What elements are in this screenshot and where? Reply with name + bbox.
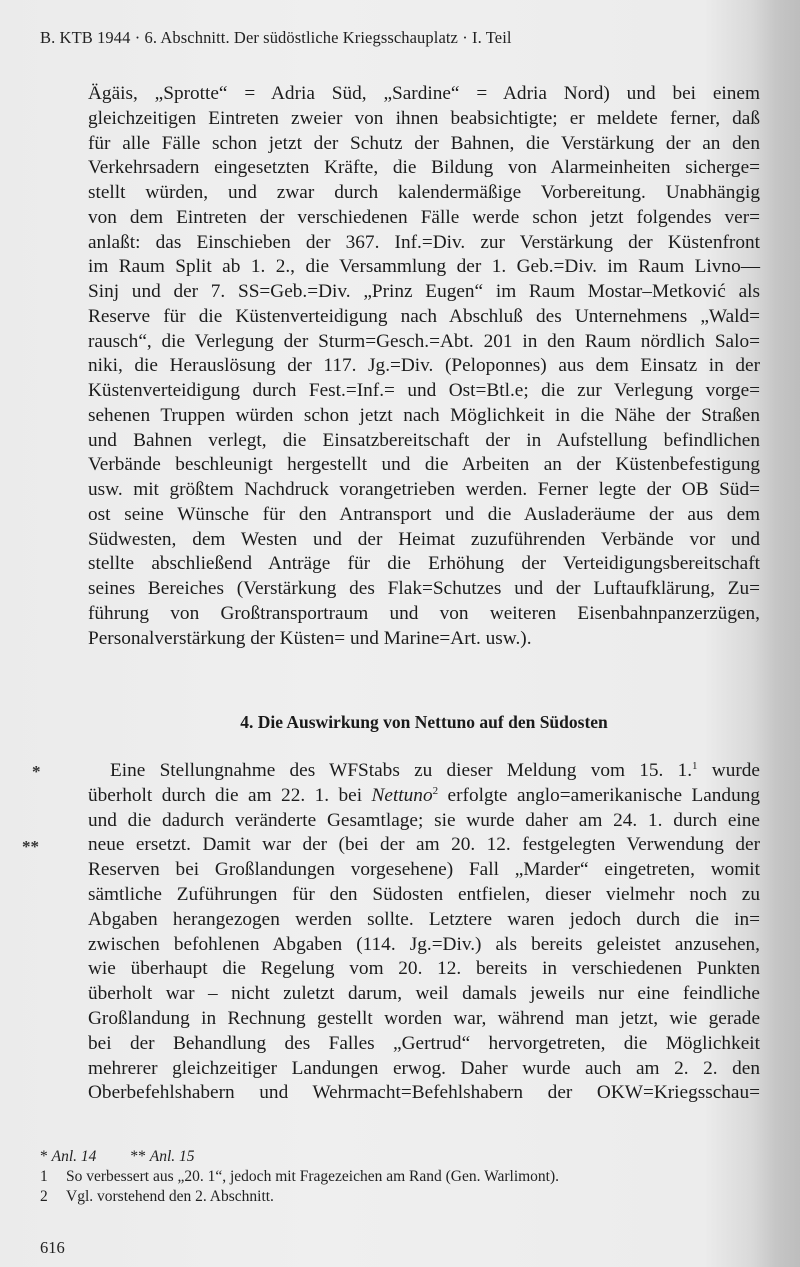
paragraph-line: neue ersetzt. Damit war der (bei der am 20. 12. festgelegten Verwendung der bbox=[88, 834, 760, 856]
paragraph-line: im Raum Split ab 1. 2., die Versammlung der 1. Geb.=Div. im Raum Livno— bbox=[88, 256, 760, 278]
paragraph-line: sehenen Truppen würden schon jetzt nach Möglichkeit in die Nähe der Straßen bbox=[88, 404, 760, 426]
paragraph-line: von dem Eintreten der verschiedenen Fälle werde schon jetzt folgendes ver= bbox=[88, 206, 760, 228]
paragraph-line bbox=[88, 759, 760, 784]
paragraph-line: Abgaben herangezogen werden sollte. Letztere waren jedoch durch die in= bbox=[88, 908, 760, 930]
paragraph-line: stellte abschließend Anträge für die Erhöhung der Verteidigungsbereitschaft bbox=[88, 553, 760, 575]
paragraph-continued bbox=[88, 82, 760, 651]
paragraph-line: Sinj und der 7. SS=Geb.=Div. „Prinz Eugen“ im Raum Mostar–Metković als bbox=[88, 281, 760, 302]
paragraph-line: für alle Fälle schon jetzt der Schutz der Bahnen, die Verstärkung der an den bbox=[88, 132, 760, 154]
annex-mark: ** bbox=[130, 1148, 146, 1165]
paragraph-line: Reserven bei Großlandungen vorgesehene) Fall „Marder“ eingetreten, womit bbox=[88, 859, 760, 881]
section-heading: 4. Die Auswirkung von Nettuno auf den Südosten bbox=[240, 712, 608, 732]
text-run: erfolgte anglo=amerikanische Landung bbox=[438, 784, 760, 806]
paragraph-line: usw. mit größtem Nachdruck vorangetrieben werden. Ferner legte der OB Süd= bbox=[88, 479, 760, 500]
paragraph-line: Küstenverteidigung durch Fest.=Inf.= und Ost=Btl.e; die zur Verlegung vorge= bbox=[88, 380, 760, 401]
paragraph-line: rausch“, die Verlegung der Sturm=Gesch.=Abt. 201 in den Raum nördlich Salo= bbox=[88, 330, 760, 352]
annex-ref-14[interactable]: Anl. 14 bbox=[51, 1148, 97, 1165]
paragraph-line: anlaßt: das Einschieben der 367. Inf.=Div. zur Verstärkung der Küstenfront bbox=[88, 231, 760, 253]
paragraph-line: Ägäis, „Sprotte“ = Adria Süd, „Sardine“ = Adria Nord) und bei einem bbox=[88, 83, 760, 104]
footnotes bbox=[40, 1147, 760, 1207]
footnote-text: So verbessert aus „20. 1“, jedoch mit Fragezeichen am Rand (Gen. Warlimont). bbox=[66, 1168, 560, 1185]
paragraph-line: und die dadurch veränderte Gesamtlage; sie wurde daher am 24. 1. durch eine bbox=[88, 809, 760, 831]
paragraph-line: Personalverstärkung der Küsten= und Marine=Art. usw.). bbox=[88, 627, 532, 649]
margin-marker-single-asterisk: * bbox=[32, 762, 41, 781]
footnote-ref-1[interactable]: 1 bbox=[692, 760, 698, 772]
paragraph-lines-rest bbox=[88, 809, 760, 1107]
running-head: B. KTB 1944 · 6. Abschnitt. Der südöstliche Kriegsschauplatz · I. Teil bbox=[40, 28, 512, 47]
annex-mark: * bbox=[40, 1148, 48, 1165]
page-number: 616 bbox=[40, 1238, 65, 1257]
paragraph-line: Großlandung in Rechnung gestellt worden war, während man jetzt, wie gerade bbox=[88, 1007, 760, 1029]
paragraph-line: niki, die Herauslösung der 117. Jg.=Div. (Peloponnes) aus dem Einsatz in der bbox=[88, 355, 760, 377]
margin-marker-double-asterisk: ** bbox=[22, 837, 39, 856]
paragraph-line: zwischen befohlenen Abgaben (114. Jg.=Div.) als bereits geleistet anzusehen, bbox=[88, 933, 760, 955]
footnote-number: 2 bbox=[40, 1188, 48, 1205]
footnote-1 bbox=[40, 1167, 760, 1187]
text-run: wurde bbox=[697, 760, 760, 781]
paragraph-line: wie überhaupt die Regelung vom 20. 12. bereits in verschiedenen Punkten bbox=[88, 958, 760, 980]
paragraph-line: Oberbefehlshabern und Wehrmacht=Befehlshabern der OKW=Kriegsschau= bbox=[88, 1082, 760, 1104]
paragraph-line: Südwesten, dem Westen und der Heimat zuzuführenden Verbände vor und bbox=[88, 528, 760, 550]
paragraph-line: und Bahnen verlegt, die Einsatzbereitschaft der in Aufstellung befindlichen bbox=[88, 429, 760, 451]
paragraph-line: mehrerer gleichzeitiger Landungen erwog. Daher wurde auch am 2. 2. den bbox=[88, 1057, 760, 1079]
footnote-2 bbox=[40, 1187, 760, 1207]
footnote-number: 1 bbox=[40, 1168, 48, 1185]
annex-ref-15[interactable]: Anl. 15 bbox=[149, 1148, 195, 1165]
paragraph-line: Verbände beschleunigt hergestellt und die Arbeiten an der Küstenbefestigung bbox=[88, 454, 760, 476]
footnote-ref-2[interactable]: 2 bbox=[432, 784, 439, 797]
paragraph-line: stellt würden, und zwar durch kalendermäßige Vorbereitung. Unabhängig bbox=[88, 182, 760, 203]
text-run: Eine Stellungnahme des WFStabs zu dieser Meldung vom 15. 1. bbox=[110, 760, 693, 781]
text-run: überholt durch die am 22. 1. bei bbox=[88, 784, 372, 806]
paragraph-line: bei der Behandlung des Falles „Gertrud“ hervorgetreten, die Möglichkeit bbox=[88, 1032, 760, 1054]
paragraph-line: ost seine Wünsche für den Antransport und die Ausladeräume der aus dem bbox=[88, 503, 760, 525]
italic-place-name: Nettuno bbox=[371, 784, 433, 806]
paragraph-nettuno bbox=[88, 759, 760, 1106]
paragraph-line: seines Bereiches (Verstärkung des Flak=Schutzes und der Luftaufklärung, Zu= bbox=[88, 578, 760, 599]
paragraph-line: überholt war – nicht zuletzt darum, weil damals jeweils nur eine feindliche bbox=[88, 983, 760, 1005]
paragraph-line: führung von Großtransportraum und von weiteren Eisenbahnpanzerzügen, bbox=[88, 602, 760, 624]
footnote-text: Vgl. vorstehend den 2. Abschnitt. bbox=[66, 1188, 274, 1205]
paragraph-line bbox=[88, 784, 760, 809]
paragraph-line: sämtliche Zuführungen für den Südosten entfielen, dieser vielmehr noch zu bbox=[88, 883, 760, 905]
paragraph-line: Verkehrsadern eingesetzten Kräfte, die Bildung von Alarmeinheiten sicherge= bbox=[88, 157, 760, 179]
paragraph-line: Reserve für die Küstenverteidigung nach Abschluß des Unternehmens „Wald= bbox=[88, 305, 760, 327]
paragraph-line: gleichzeitigen Eintreten zweier von ihnen beabsichtigte; er meldete ferner, daß bbox=[88, 107, 760, 129]
annex-references bbox=[40, 1147, 760, 1167]
